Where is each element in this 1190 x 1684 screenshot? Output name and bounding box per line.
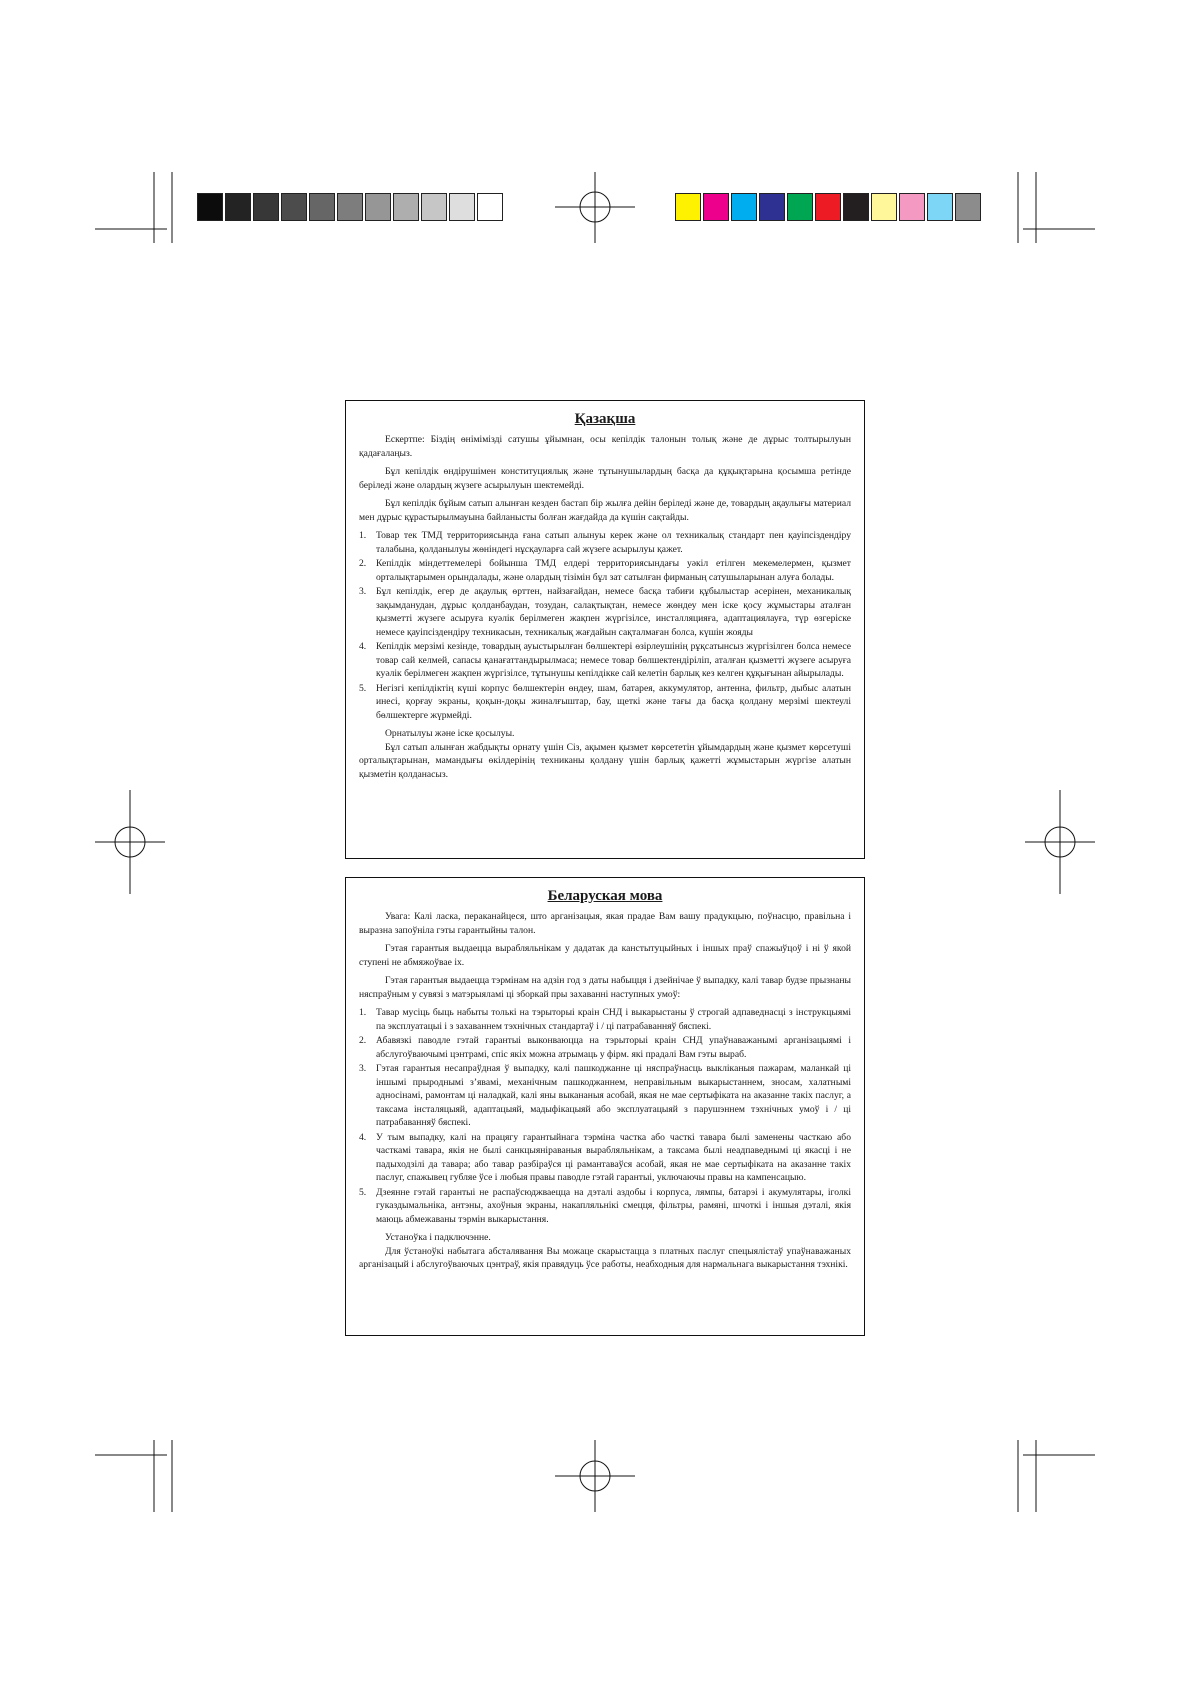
kazakh-warranty-section xyxy=(345,400,865,859)
kazakh-conditions-list xyxy=(359,529,851,722)
gray-swatch xyxy=(421,193,447,221)
gray-swatch xyxy=(225,193,251,221)
belarusian-install-text: Для ўстаноўкі набытага абсталявання Вы можаце скарыстацца з платных паслуг спецыялістаў упаўнаважаных арганізацый і абслугоўваючых цэнтраў, якія правядуць ўсе работы, неабходныя для нармальнага выкарыстання тэхнікі. xyxy=(359,1245,851,1270)
list-item: 2. Абавязкі паводле гэтай гарантыі выконваюцца на тэрыторыі краін СНД упаўнаважанымі арганізацыямі і абслугоўваючымі цэнтрамі, спіс якіх можна атрымаць у фірм. які прадалі Вам гэты выраб. xyxy=(359,1035,851,1060)
list-item: 3. Бұл кепілдік, егер де ақаулық өрттен, найзағайдан, немесе басқа табиғи құбылыстар әсерінен, механикалық зақымданудан, дұрыс қолданбаудан, тозудан, салақтықтан, немесе жөндеу мен іске қосу жұмыстары аталған қызметті жүзеге асыруға куәлік берілмеген жақпен жүргізілсе, инсталляцияға, адаптациялауға, түр өзгеріске немесе қауіпсіздендіру техникасын, техникалық жағдайын сақталмаған болса, күшін жояды xyxy=(359,586,851,638)
color-swatch xyxy=(815,193,841,221)
gray-swatch xyxy=(337,193,363,221)
color-swatch xyxy=(871,193,897,221)
list-item: 1. Тавар мусіць быць набыты толькі на тэрыторыі краін СНД і выкарыстаны ў строгай адпаведнасці з інструкцыямі па эксплуатацыі і з захаваннем тэхнічных стандартаў і / ці патрабаванняў бяспекі. xyxy=(359,1007,851,1032)
gray-swatch xyxy=(449,193,475,221)
color-swatch xyxy=(843,193,869,221)
belarusian-warranty-section xyxy=(345,877,865,1336)
color-swatch xyxy=(675,193,701,221)
belarusian-paragraph: Гэтая гарантыя выдаецца тэрмінам на адзін год з даты набыцця і дзейнічае ў выпадку, калі тавар будзе прызнаны няспраўным у сувязі з матэрыяламі ці зборкай пры захаванні наступных умоў: xyxy=(359,975,851,1000)
kazakh-paragraph: Бұл кепілдік бұйым сатып алынған кезден бастап бір жылға дейін беріледі және де, товардың ақаулығы материал мен дұрыс құрастырылмауына байланысты болған жағдайда да күшін сақтайды. xyxy=(359,498,851,523)
list-item: 5. Негізгі кепілдіктің күші корпус бөлшектерін өндеу, шам, батарея, аккумулятор, антенна, фильтр, дыбыс алатын инесі, қорғау экраны, қоқын-доқы жиналғыштар, бау, щеткі және тағы да басқа қолдану мерзімі шектеулі бөлшектерге жүрмейді. xyxy=(359,682,851,721)
gray-swatch xyxy=(365,193,391,221)
belarusian-conditions-list xyxy=(359,1006,851,1226)
belarusian-paragraph: Гэтая гарантыя выдаецца вырабляльнікам у дадатак да канстытуцыйных і іншых праў спажыўцоў і ні ў якой ступені не абмяжоўвае іх. xyxy=(359,943,851,968)
list-item: 4. Кепілдік мерзімі кезінде, товардың ауыстырылған бөлшектері өзірлеушінің рұқсатынсыз жүргізілген болса немесе товар сай келмей, сапасы қанағаттандырылмаса; немесе товар бөлшектендіріліп, аталған қызметті жүзеге асыруға куәлік берілмеген жақпен жүргізілсе, тұтынушы кепілдікке сай келетін барлық кез келген құқығынан айырылады. xyxy=(359,641,851,679)
list-item: 3. Гэтая гарантыя несапраўдная ў выпадку, калі пашкоджанне ці няспраўнасць выкліканыя пажарам, маланкай ці іншымі прыроднымі з’явамі, механічным пашкоджаннем, неправільным выкарыстаннем, зносам, халатнымі адносінамі, рамонтам ці наладкай, калі яны выкананыя асобай, якая не мае сертыфіката на аказанне такіх паслуг, а таксама інсталяцыяй, адаптацыяй, мадыфікацыяй або эксплуатацыяй з парушэннем тэхнічных умоў і / ці патрабаванняў бяспекі. xyxy=(359,1063,851,1128)
grayscale-bar xyxy=(197,193,505,221)
gray-swatch xyxy=(477,193,503,221)
belarusian-notice: Увага: Калі ласка, пераканайцеся, што арганізацыя, якая прадае Вам вашу прадукцыю, поўнасцю, правільна і выразна запоўніла гэты гарантыйны талон. xyxy=(359,911,851,936)
gray-swatch xyxy=(393,193,419,221)
color-bar xyxy=(675,193,983,221)
color-swatch xyxy=(899,193,925,221)
gray-swatch xyxy=(309,193,335,221)
gray-swatch xyxy=(281,193,307,221)
color-swatch xyxy=(703,193,729,221)
kazakh-notice: Ескертпе: Біздің өнімімізді сатушы ұйымнан, осы кепілдік талонын толық және де дұрыс толтырылуын қадағалаңыз. xyxy=(359,434,851,459)
kazakh-install-text: Бұл сатып алынған жабдықты орнату үшін Сіз, ақымен қызмет көрсететін ұйымдардың және қызмет көрсетуші орталықтарынан, мамандығы өкілдерінің техниканы қолдану үшін барлық қажетті жұмыстарын жүргізе алатын қызметін қолданасыз. xyxy=(359,741,851,780)
gray-swatch xyxy=(197,193,223,221)
color-swatch xyxy=(787,193,813,221)
kazakh-install-title: Орнатылуы және іске қосылуы. xyxy=(385,728,515,739)
list-item: 5. Дзеянне гэтай гарантыі не распаўсюджваецца на дэталі аздобы і корпуса, лямпы, батарэі і акумулятары, іголкі гуказдымальніка, антэны, ахоўныя экраны, накапляльнікі смецця, фільтры, рамяні, шчоткі і іншыя дэталі, якія маюць абмежаваны тэрмін выкарыстання. xyxy=(359,1186,851,1225)
gray-swatch xyxy=(253,193,279,221)
color-swatch xyxy=(731,193,757,221)
list-item: 4. У тым выпадку, калі на працягу гарантыйнага тэрміна частка або часткі тавара былі заменены часткаю або часткамі тавара, якія не былі санкцыяніраваныя вырабляльнікам, а таксама былі неадпаведнымі ці якасці і не падыходзілі да тавара; або тавар разбіраўся ці рамантаваўся асобай, якая не мае сертыфіката на аказанне такіх паслуг, спажывец губляе ўсе і любыя правы паводле гэтай гарантыі, уключаючы правы на кампенсацыю. xyxy=(359,1131,851,1183)
kazakh-title: Қазақша xyxy=(574,411,636,427)
list-item: 2. Кепілдік міндеттемелері бойынша ТМД елдері территориясындағы уәкіл етілген мекемелермен, қызмет орталықтарымен орындалады, және олардың тізімін бұл зат сатылған фирманың сатушыларынан алуға болады. xyxy=(359,558,851,583)
color-swatch xyxy=(927,193,953,221)
list-item: 1. Товар тек ТМД территориясында ғана сатып алынуы керек және ол техникалық стандарт пен қауіпсіздендіру талабына, қолданылуы жөніндегі нұсқауларға сай жүзеге асырылуы қажет. xyxy=(359,530,851,555)
color-swatch xyxy=(955,193,981,221)
kazakh-paragraph: Бұл кепілдік өндірушімен конституциялық және тұтынушылардың басқа да құқықтарына қосымша ретінде беріледі және олардың жүзеге асырылуын шектемейді. xyxy=(359,466,851,491)
belarusian-install-title: Устаноўка і падключэнне. xyxy=(385,1232,491,1243)
belarusian-title: Беларуская мова xyxy=(547,888,663,904)
color-swatch xyxy=(759,193,785,221)
